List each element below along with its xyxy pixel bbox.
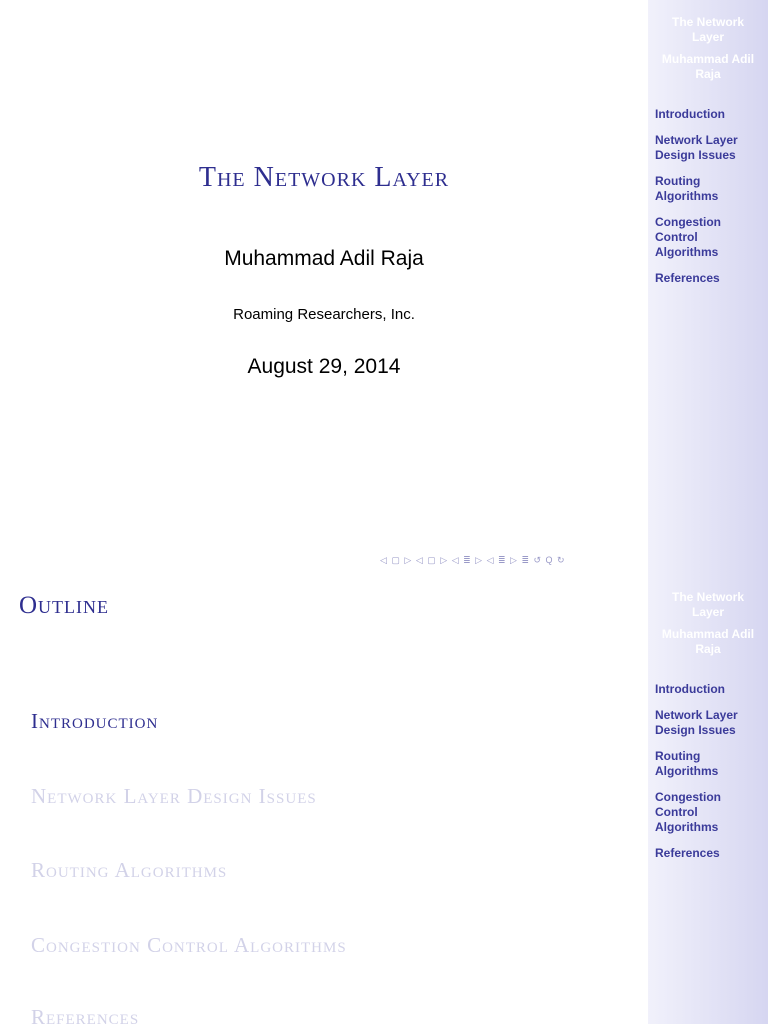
sidebar-item-introduction[interactable]: Introduction (655, 107, 725, 121)
sidebar-nav (648, 682, 768, 861)
sidebar-title[interactable]: The Network Layer (671, 15, 744, 44)
toc-item-references[interactable]: References (31, 1005, 140, 1024)
sidebar-item-introduction[interactable]: Introduction (655, 682, 725, 696)
sidebar-title[interactable]: The Network Layer (671, 590, 744, 619)
outline-slide (0, 575, 768, 1024)
toc-item-routing-algorithms[interactable]: Routing Algorithms (31, 858, 228, 882)
author-name: Muhammad Adil Raja (224, 247, 424, 270)
sidebar-author: Muhammad Adil Raja (661, 52, 755, 81)
beamer-navigation-icons[interactable]: ◁ ▢ ▷ ◁ ▢ ▷ ◁ ≣ ▷ ◁ ≣ ▷ ≣ ↺ Q ↻ (380, 555, 566, 565)
toc-item-congestion-control-algorithms[interactable]: Congestion Control Algorithms (31, 933, 347, 957)
sidebar-item-network-layer-design-issues[interactable]: Network Layer Design Issues (655, 708, 738, 737)
sidebar-item-references[interactable]: References (655, 271, 720, 285)
presentation-title: The Network Layer (198, 162, 450, 193)
presentation-date: August 29, 2014 (247, 355, 401, 378)
sidebar-item-congestion-control-algorithms[interactable]: Congestion Control Algorithms (655, 790, 721, 834)
sidebar (648, 575, 768, 1024)
sidebar-item-references[interactable]: References (655, 846, 720, 860)
sidebar-item-network-layer-design-issues[interactable]: Network Layer Design Issues (655, 133, 738, 162)
sidebar (648, 0, 768, 575)
sidebar-item-routing-algorithms[interactable]: Routing Algorithms (655, 749, 719, 778)
toc-item-introduction[interactable]: Introduction (31, 709, 159, 733)
outline-title: Outline (19, 592, 110, 619)
sidebar-author: Muhammad Adil Raja (661, 627, 755, 656)
sidebar-item-routing-algorithms[interactable]: Routing Algorithms (655, 174, 719, 203)
sidebar-item-congestion-control-algorithms[interactable]: Congestion Control Algorithms (655, 215, 721, 259)
institute-name: Roaming Researchers, Inc. (233, 306, 415, 323)
toc-item-network-layer-design-issues[interactable]: Network Layer Design Issues (31, 784, 317, 808)
sidebar-nav (648, 107, 768, 286)
